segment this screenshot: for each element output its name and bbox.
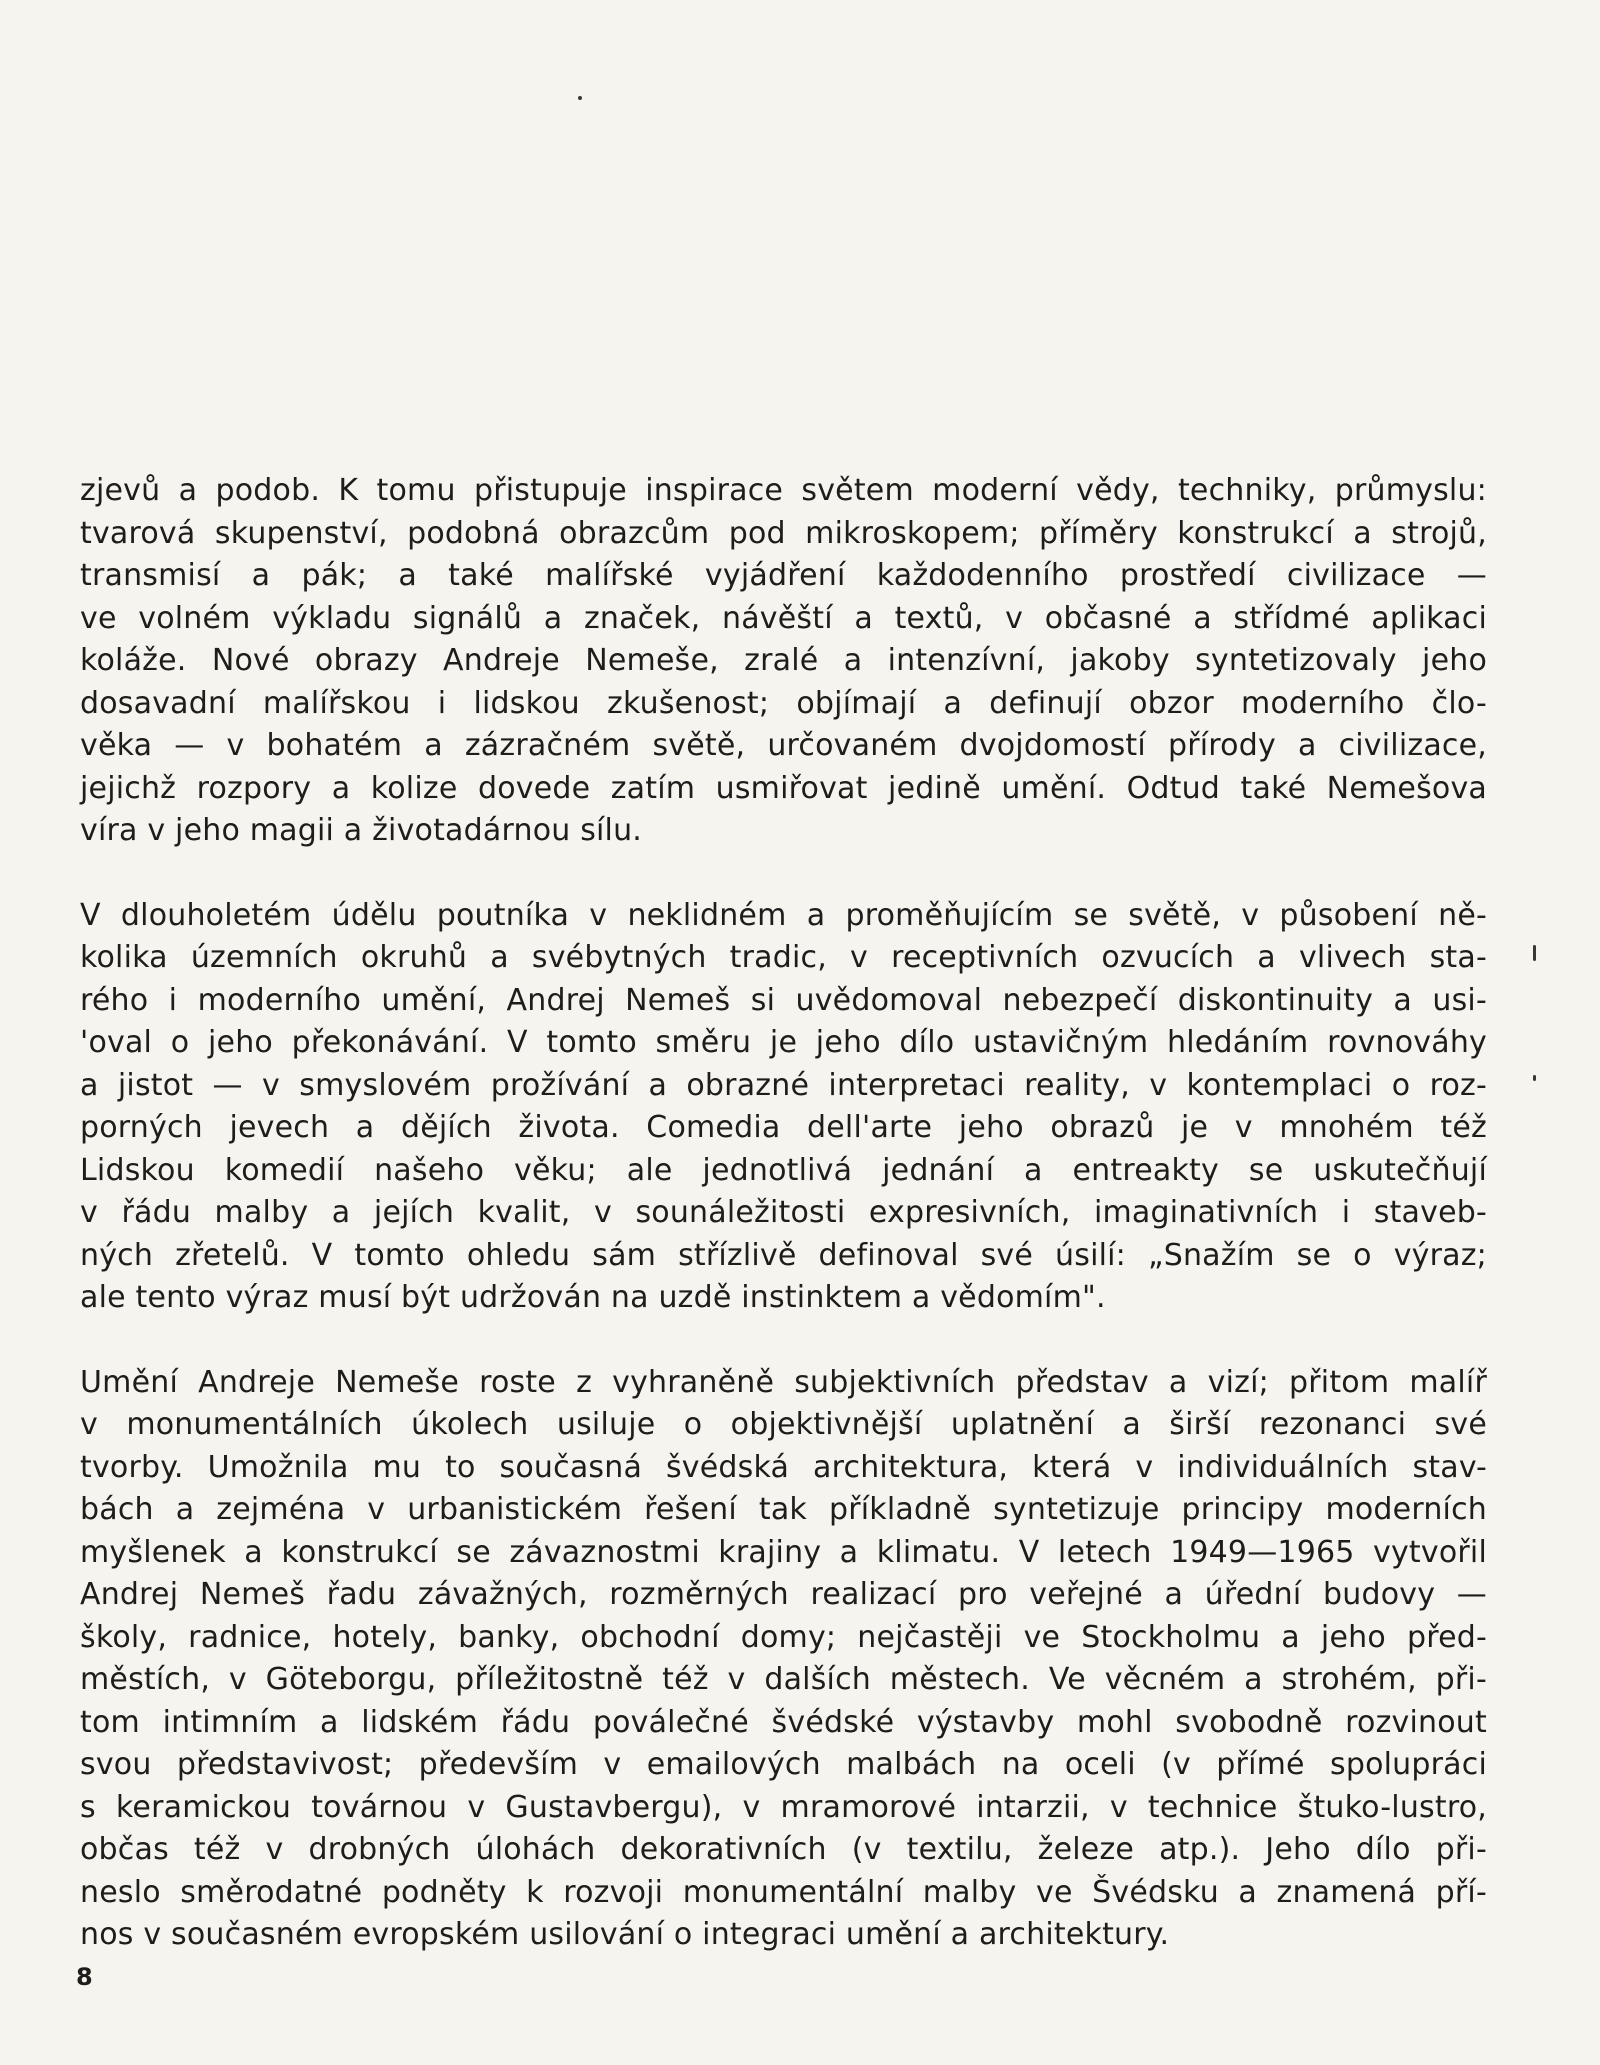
text-line: tom intimním a lidském řádu poválečné švédské výstavby mohl svobodně rozvinout — [80, 1704, 1487, 1740]
text-line: jejichž rozpory a kolize dovede zatím usmiřovat jedině umění. Odtud také Nemešova — [80, 770, 1487, 806]
text-line: tvorby. Umožnila mu to současná švédská architektura, která v individuálních stav- — [80, 1449, 1487, 1485]
text-line: dosavadní malířskou i lidskou zkušenost; objímají a definují obzor moderního člo- — [80, 685, 1487, 721]
paragraph-2 — [80, 895, 1487, 1320]
text-line: tvarová skupenství, podobná obrazcům pod mikroskopem; příměry konstrukcí a strojů, — [80, 515, 1487, 551]
text-line: ale tento výraz musí být udržován na uzdě instinktem a vědomím". — [80, 1280, 1106, 1315]
text-line: bách a zejména v urbanistickém řešení tak příkladně syntetizuje principy moderních — [80, 1492, 1487, 1527]
text-line: nos v současném evropském usilování o integraci umění a architektury. — [80, 1917, 1170, 1952]
text-line: kolika územních okruhů a svébytných tradic, v receptivních ozvucích a vlivech sta- — [80, 940, 1487, 975]
text-line: v řádu malby a jejích kvalit, v sounáležitosti expresivních, imaginativních i staveb- — [80, 1195, 1487, 1230]
text-line: zjevů a podob. K tomu přistupuje inspirace světem moderní vědy, techniky, průmyslu: — [80, 473, 1487, 508]
page-number: 8 — [76, 1963, 93, 1991]
text-line: transmisí a pák; a také malířské vyjádření každodenního prostředí civilizace — — [80, 558, 1487, 593]
text-line: myšlenek a konstrukcí se závaznostmi krajiny a klimatu. V letech 1949—1965 vytvořil — [80, 1534, 1487, 1570]
text-line: v monumentálních úkolech usiluje o objektivnější uplatnění a širší rezonanci své — [80, 1407, 1487, 1442]
body-text — [80, 470, 1487, 1999]
text-line: Andrej Nemeš řadu závažných, rozměrných realizací pro veřejné a úřední budovy — — [80, 1577, 1487, 1612]
text-line: s keramickou továrnou v Gustavbergu), v mramorové intarzii, v technice štuko-lustro, — [80, 1789, 1487, 1825]
text-line: porných jevech a dějích života. Comedia dell'arte jeho obrazů je v mnohém též — [80, 1110, 1487, 1145]
text-line: Lidskou komedií našeho věku; ale jednotlivá jednání a entreakty se uskutečňují — [80, 1152, 1487, 1188]
text-line: 'oval o jeho překonávání. V tomto směru je jeho dílo ustavičným hledáním rovnováhy — [80, 1025, 1487, 1060]
text-line: městích, v Göteborgu, příležitostně též v dalších městech. Ve věcném a strohém, při- — [80, 1662, 1487, 1697]
text-line: občas též v drobných úlohách dekorativních (v textilu, železe atp.). Jeho dílo při- — [80, 1832, 1487, 1867]
text-line: svou představivost; především v emailových malbách na oceli (v přímé spolupráci — [80, 1747, 1487, 1782]
paragraph-3 — [80, 1362, 1487, 1957]
print-speck — [578, 96, 582, 100]
text-line: a jistot — v smyslovém prožívání a obrazné interpretaci reality, v kontemplaci o roz- — [80, 1067, 1487, 1103]
text-line: koláže. Nové obrazy Andreje Nemeše, zralé a intenzívní, jakoby syntetizovaly jeho — [80, 643, 1487, 678]
text-line: rého i moderního umění, Andrej Nemeš si uvědomoval nebezpečí diskontinuity a usi- — [80, 982, 1487, 1018]
text-line: víra v jeho magii a životadárnou sílu. — [80, 813, 643, 848]
text-line: neslo směrodatné podněty k rozvoji monumentální malby ve Švédsku a znamená pří- — [80, 1874, 1487, 1910]
text-line: Umění Andreje Nemeše roste z vyhraněně subjektivních představ a vizí; přitom malíř — [80, 1364, 1487, 1400]
print-speck — [1533, 1075, 1536, 1081]
text-line: věka — v bohatém a zázračném světě, určovaném dvojdomostí přírody a civilizace, — [80, 728, 1487, 763]
text-line: V dlouholetém údělu poutníka v neklidném a proměňujícím se světě, v působení ně- — [80, 897, 1487, 933]
print-speck — [1533, 945, 1536, 961]
text-line: ve volném výkladu signálů a značek, návěští a textů, v občasné a střídmé aplikaci — [80, 600, 1487, 636]
paragraph-1 — [80, 470, 1487, 853]
text-line: školy, radnice, hotely, banky, obchodní domy; nejčastěji ve Stockholmu a jeho před- — [80, 1619, 1487, 1655]
text-line: ných zřetelů. V tomto ohledu sám střízlivě definoval své úsilí: „Snažím se o výraz; — [80, 1237, 1487, 1273]
